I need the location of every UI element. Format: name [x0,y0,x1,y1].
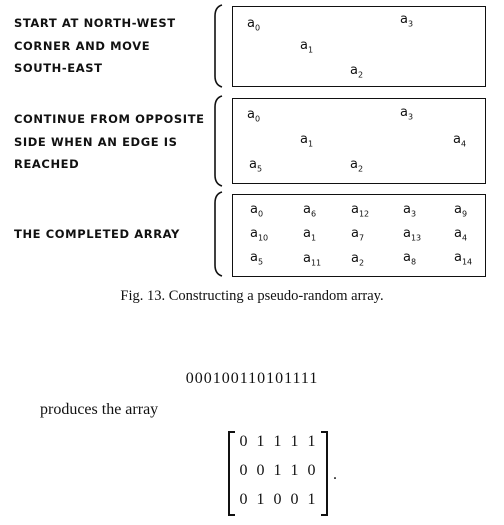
panel-3-cell-a1: $a_1$ [303,226,317,243]
panel-3-cell-a12: $a_{12}$ [351,202,370,219]
panel-1-label-line-3: SOUTH-EAST [14,61,103,75]
panel-2-cell-a5: $a_5$ [249,157,263,174]
panel-3-cell-a8: $a_8$ [403,250,417,267]
panel-2-cell-a0: $a_0$ [247,107,261,124]
panel-3-label: THE COMPLETED ARRAY [14,227,180,241]
panel-3-cell-a5: $a_5$ [250,250,264,267]
intro-text: produces the array [40,401,159,418]
panel-3-cell-a7: $a_7$ [351,226,365,243]
figure-caption: Fig. 13. Constructing a pseudo-random array. [120,288,384,304]
panel-3-cell-a0: $a_0$ [250,202,264,219]
panel-1-cell-a1: $a_1$ [300,38,314,55]
matrix-row-3 [235,491,320,509]
matrix-cell: 0 [273,491,282,508]
panel-3-brace [210,191,224,277]
panel-1-label-line-1: START AT NORTH-WEST [14,16,176,30]
panel-3-cell-a4: $a_4$ [454,226,468,243]
matrix-cell: 0 [307,462,316,479]
matrix-cell: 1 [307,433,316,450]
matrix-cell: 0 [256,462,265,479]
panel-1-brace [210,4,224,88]
matrix-cell: 1 [256,433,265,450]
panel-1-box [232,6,486,87]
panel-2-label-line-1: CONTINUE FROM OPPOSITE [14,112,205,126]
panel-3-cell-a6: $a_6$ [303,202,317,219]
panel-1-label-line-2: CORNER AND MOVE [14,39,151,53]
panel-3-cell-a13: $a_{13}$ [403,226,422,243]
panel-2-cell-a2: $a_2$ [350,157,364,174]
panel-3-cell-a9: $a_9$ [454,202,468,219]
matrix-row-1 [235,433,320,451]
panel-2-brace [210,95,224,187]
panel-2-label-line-2: SIDE WHEN AN EDGE IS [14,135,178,149]
matrix-cell: 0 [239,491,248,508]
matrix-cell: 0 [239,433,248,450]
matrix-cell: 0 [290,491,299,508]
panel-2-cell-a1: $a_1$ [300,132,314,149]
matrix-cell: 1 [256,491,265,508]
panel-3-cell-a2: $a_2$ [351,251,365,268]
matrix-cell: 1 [290,433,299,450]
matrix-period: . [333,466,337,483]
matrix-cell: 1 [273,433,282,450]
matrix-cell: 0 [239,462,248,479]
matrix-row-2 [235,462,320,480]
panel-1-cell-a0: $a_0$ [247,16,261,33]
matrix-cell: 1 [273,462,282,479]
matrix-cell: 1 [290,462,299,479]
panel-2-label-line-3: REACHED [14,157,80,171]
panel-3-box [232,194,486,277]
panel-3-cell-a10: $a_{10}$ [250,226,269,243]
result-matrix [227,430,329,517]
panel-3-cell-a3: $a_3$ [403,202,417,219]
panel-2-cell-a4: $a_4$ [453,132,467,149]
panel-3-cell-a14: $a_{14}$ [454,250,473,267]
panel-2-cell-a3: $a_3$ [400,105,414,122]
matrix-cell: 1 [307,491,316,508]
panel-1-cell-a3: $a_3$ [400,12,414,29]
panel-1-cell-a2: $a_2$ [350,63,364,80]
binary-sequence: 000100110101111 [185,370,319,387]
panel-3-cell-a11: $a_{11}$ [303,251,322,268]
panel-2-box [232,98,486,184]
